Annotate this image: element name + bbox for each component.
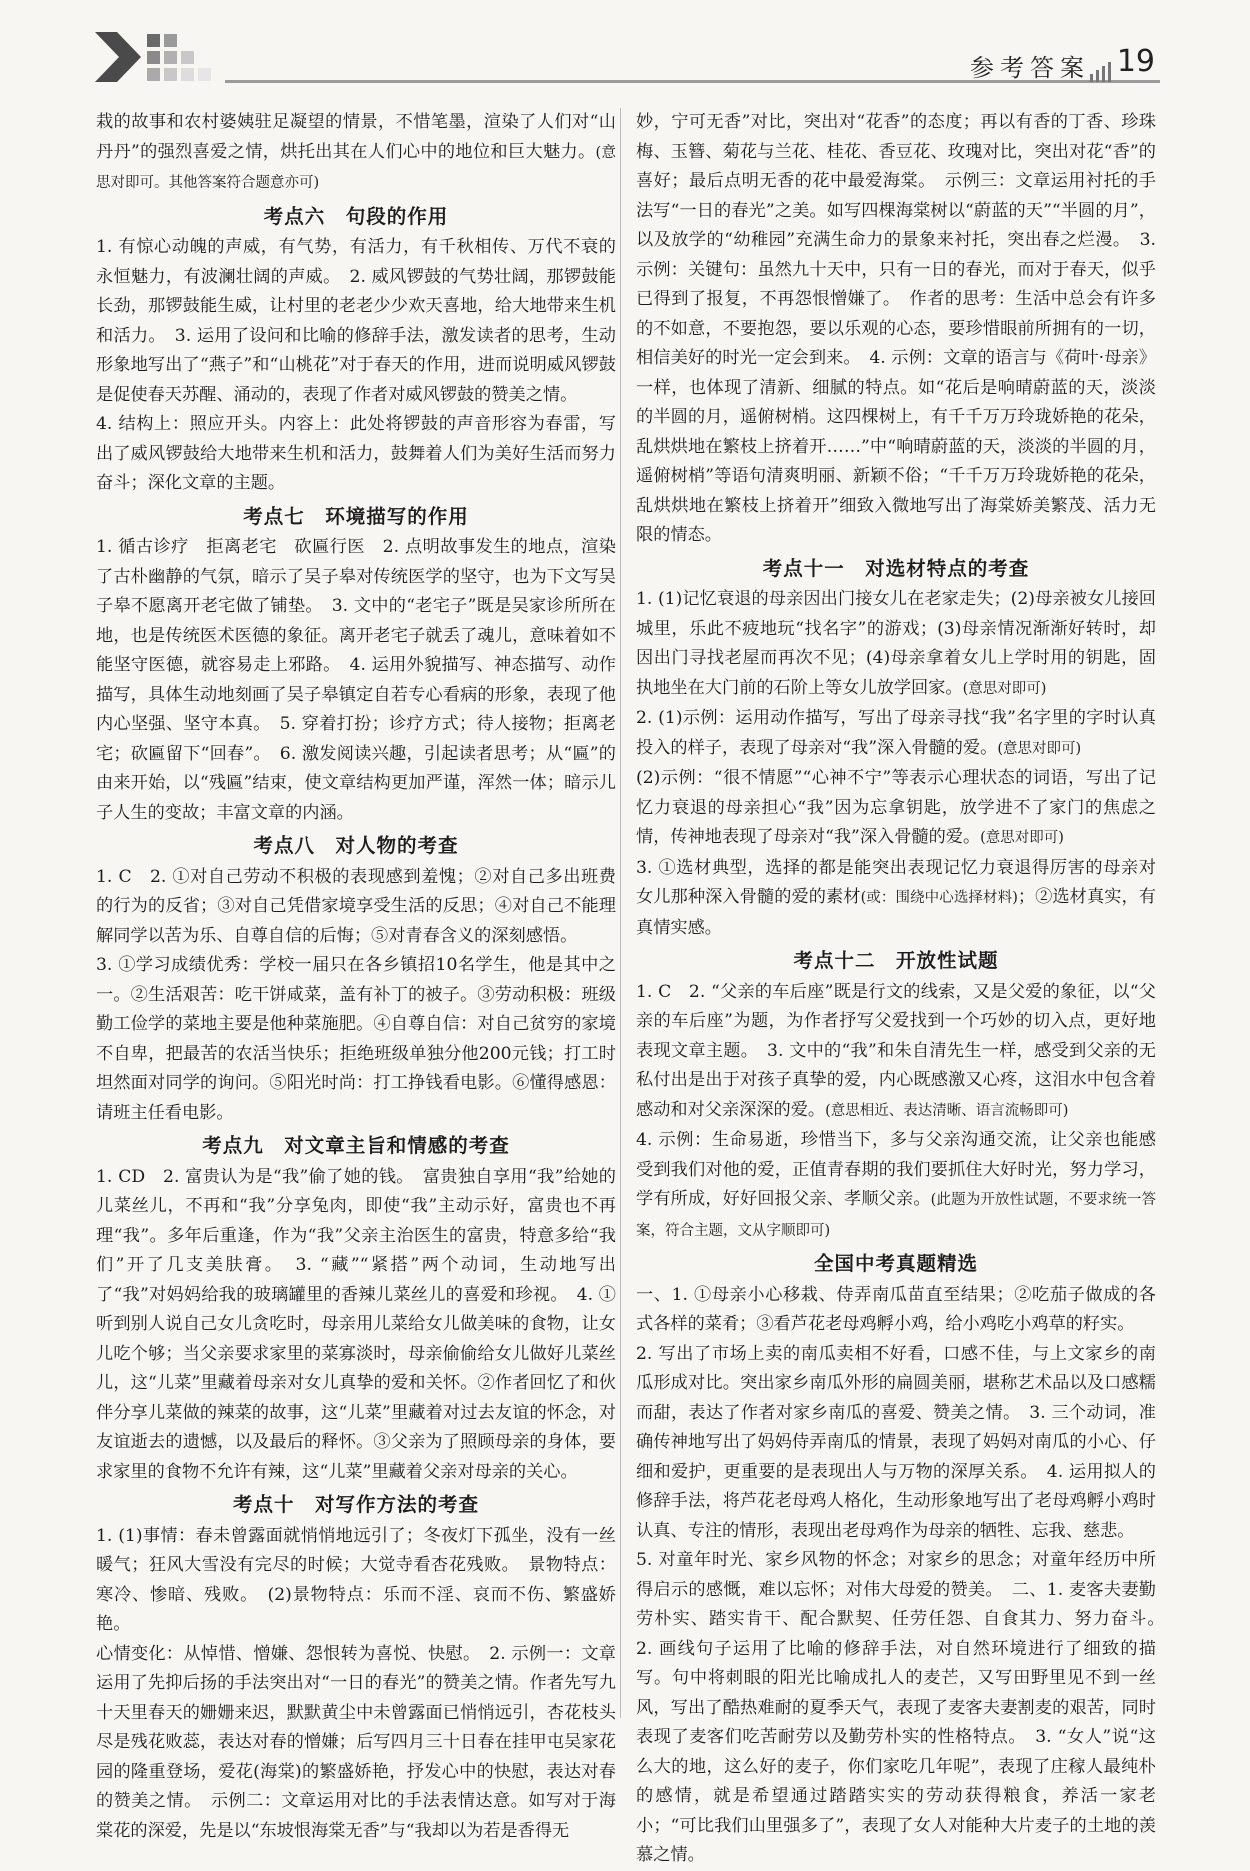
- header-title: 参考答案: [970, 54, 1090, 82]
- paragraph: 4. 结构上：照应开头。内容上：此处将锣鼓的声音形容为春雷，写出了威风锣鼓给大地带来生机和活力，鼓舞着人们为美好生活而努力奋斗；深化文章的主题。: [96, 414, 616, 493]
- column-divider: [620, 108, 621, 1718]
- note: (意思对即可): [997, 740, 1082, 757]
- page-header: [0, 0, 1250, 95]
- paragraph: 1. (1)事情：春未曾露面就悄悄地远引了；冬夜灯下孤坐，没有一丝暖气；狂风大雪没有完尽的时候；大觉寺看杏花残败。 景物特点：寒冷、惨暗、残败。 (2)景物特点：乐而不淫、哀而不伤、繁盛娇艳。: [96, 1525, 616, 1634]
- left-column: [96, 108, 616, 1846]
- section-heading-national: 全国中考真题精选: [813, 1252, 978, 1275]
- section-heading-11: 考点十一 对选材特点的考查: [762, 556, 1030, 580]
- section-heading-10: 考点十 对写作方法的考查: [232, 1493, 479, 1516]
- paragraph: 3. ①学习成绩优秀：学校一届只在各乡镇招10名学生，他是其中之一。②生活艰苦：吃干饼咸菜，盖有补丁的被子。③劳动积极：班级勤工俭学的菜地主要是他种菜施肥。④自尊自信：对自己贫穷的家境不自卑，把最苦的农活当快乐；拒绝班级单独分他200元钱；打工时坦然面对同学的询问。⑤阳光时尚：打工挣钱看电影。⑥懂得感恩：请班主任看电影。: [96, 955, 616, 1123]
- note: (意思相近、表达清晰、语言流畅即可): [825, 1102, 1069, 1119]
- note: (意思对即可): [962, 680, 1047, 697]
- paragraph: 1. C 2. ①对自己劳动不积极的表现感到羞愧；②对自己多出班费的行为的反省；③对自己凭借家境享受生活的反思；④对自己不能理解同学以苦为乐、自尊自信的后悔；⑤对青春含义的深刻感悟。: [96, 866, 616, 946]
- section-heading-7: 考点七 环境描写的作用: [243, 504, 469, 528]
- paragraph: 2. 写出了市场上卖的南瓜卖相不好看，口感不佳，与上文家乡的南瓜形成对比。突出家乡南瓜外形的扁圆美丽，堪称艺术品以及口感糯而甜，表达了作者对家乡南瓜的喜爱、赞美之情。 3. 三个动词，准确传神地写出了妈妈侍弄南瓜的情景，表现了妈妈对南瓜的小心、仔细和爱护，更重要的是表现出人与万物的深厚关系。 4. 运用拟人的修辞手法，将芦花老母鸡人格化，生动形象地写出了老母鸡孵小鸡时认真、专注的情形，表现出老母鸡作为母亲的牺牲、忘我、慈悲。: [636, 1343, 1156, 1541]
- paragraph: 心情变化：从悼惜、憎嫌、怨恨转为喜悦、快慰。 2. 示例一：文章运用了先抑后扬的手法突出对“一日的春光”的赞美之情。作者先写九十天里春天的姗姗来迟，默默黄尘中未曾露面已悄悄远引，杏花枝头尽是残花败蕊，表达对春的憎嫌；后写四月三十日春在挂甲屯吴家花园的隆重登场，爱花(海棠)的繁盛娇艳，抒发心中的快慰，表达对春的赞美之情。 示例二：文章运用对比的手法表情达意。如写对于海棠花的深爱，先是以“东坡恨海棠无香”与“我却以为若是香得无: [96, 1643, 616, 1841]
- section-heading-12: 考点十二 开放性试题: [793, 949, 999, 972]
- bar-decoration-icon: [1090, 60, 1112, 82]
- paragraph: 2. (1)示例：运用动作描写，写出了母亲寻找“我”名字里的字时认真投入的样子，表现了母亲对“我”深入骨髓的爱。(意思对即可): [636, 708, 1156, 758]
- paragraph: (2)示例：“很不情愿”“心神不宁”等表示心理状态的词语，写出了记忆力衰退的母亲担心“我”因为忘拿钥匙，放学进不了家门的焦虑之情，传神地表现了母亲对“我”深入骨髓的爱。(意思对即可): [636, 768, 1156, 847]
- paragraph: 4. 示例：生命易逝，珍惜当下，多与父亲沟通交流，让父亲也能感受到我们对他的爱，正值青春期的我们要抓住大好时光，努力学习，学有所成，好好回报父亲、孝顺父亲。(此题为开放性试题，不要求统一答案，符合主题，文从字顺即可): [636, 1130, 1156, 1239]
- paragraph: 1. C 2. “父亲的车后座”既是行文的线索，又是父爱的象征，以“父亲的车后座”为题，为作者抒写父爱找到一个巧妙的切入点，更好地表现文章主题。 3. 文中的“我”和朱自清先生一样，感受到父亲的无私付出是出于对孩子真挚的爱，内心既感激又心疼，这泪水中包含着感动和对父亲深深的爱。(意思相近、表达清晰、语言流畅即可): [636, 981, 1156, 1120]
- section-heading-6: 考点六 句段的作用: [263, 204, 449, 228]
- paragraph: 5. 对童年时光、家乡风物的怀念；对家乡的思念；对童年经历中所得启示的感慨，难以忘怀；对伟大母爱的赞美。 二、1. 麦客夫妻勤劳朴实、踏实肯干、配合默契、任劳任怨、自食其力、努力奋斗。 2. 画线句子运用了比喻的修辞手法，对自然环境进行了细致的描写。句中将刺眼的阳光比喻成扎人的麦芒，又写田野里见不到一丝风，写出了酷热难耐的夏季天气，表现了麦客夫妻割麦的艰苦，同时表现了麦客们吃苦耐劳以及勤劳朴实的性格特点。 3. “女人”说“这么大的地，这么好的麦子，你们家吃几年呢”，表现了庄稼人最纯朴的感情，就是希望通过踏踏实实的劳动获得粮食，养活一家老小；“可比我们山里强多了”，表现了女人对能种大片麦子的土地的羡慕之情。: [636, 1550, 1174, 1865]
- paragraph: 1. CD 2. 富贵认为是“我”偷了她的钱。 富贵独自享用“我”给她的儿菜丝儿，不再和“我”分享兔肉，即使“我”主动示好，富贵也不再理“我”。多年后重逢，作为“我”父亲主治医生的富贵，特意多给“我们”开了几支美肤膏。 3. “藏”“紧搭”两个动词，生动地写出了“我”对妈妈给我的玻璃罐里的香辣儿菜丝儿的喜爱和珍视。 4. ①听到别人说自己女儿贪吃时，母亲用儿菜给女儿做美味的食物，让女儿吃个够；当父亲要求家里的菜寡淡时，母亲偷偷给女儿做好儿菜丝儿，这“儿菜”里藏着母亲对女儿真挚的爱和关怀。②作者回忆了和伙伴分享儿菜做的辣菜的故事，这“儿菜”里藏着对过去友谊的怀念，对友谊逝去的遗憾，以及最后的释怀。③父亲为了照顾母亲的身体，要求家里的食物不允许有辣，这“儿菜”里藏着父亲对母亲的关心。: [96, 1166, 616, 1482]
- paragraph: 1. 有惊心动魄的声威，有气势，有活力，有千秋相传、万代不衰的永恒魅力，有波澜壮阔的声威。 2. 威风锣鼓的气势壮阔，那锣鼓能长劲，那锣鼓能生威，让村里的老老少少欢天喜地，给大地带来生机和活力。 3. 运用了设问和比喻的修辞手法，激发读者的思考，生动形象地写出了“燕子”和“山桃花”对于春天的作用，进而说明威风锣鼓是促使春天苏醒、涌动的，表现了作者对威风锣鼓的赞美之情。: [96, 237, 616, 405]
- page-number: 19: [1116, 44, 1155, 79]
- paragraph: 3. ①选材典型，选择的都是能突出表现记忆力衰退得厉害的母亲对女儿那种深入骨髓的爱的素材(或：围绕中心选择材料)；②选材真实，有真情实感。: [636, 857, 1156, 938]
- section-heading-8: 考点八 对人物的考查: [253, 834, 459, 857]
- note: (或：围绕中心选择材料): [860, 890, 1018, 906]
- logo-arrow-icon: [95, 30, 215, 85]
- paragraph: 妙，宁可无香”对比，突出对“花香”的态度；再以有香的丁香、珍珠梅、玉簪、菊花与兰花、桂花、香豆花、玫瑰对比，突出对花“香”的喜好；最后点明无香的花中最爱海棠。 示例三：文章运用衬托的手法写“一日的春光”之美。如写四棵海棠树以“蔚蓝的天”“半圆的月”，以及放学的“幼稚园”充满生命力的景象来衬托，突出春之烂漫。 3. 示例：关键句：虽然九十天中，只有一日的春光，而对于春天，似乎已得到了报复，不再怨恨憎嫌了。 作者的思考：生活中总会有许多的不如意，不要抱怨，要以乐观的心态，要珍惜眼前所拥有的一切，相信美好的时光一定会到来。 4. 示例：文章的语言与《荷叶·母亲》一样，也体现了清新、细腻的特点。如“花后是响晴蔚蓝的天，淡淡的半圆的月，遥俯树梢。这四棵树上，有千千万万玲珑娇艳的花朵，乱烘烘地在繁枝上挤着开……”中“响晴蔚蓝的天，淡淡的半圆的月，遥俯树梢”等语句清爽明丽、新颖不俗；“千千万万玲珑娇艳的花朵，乱烘烘地在繁枝上挤着开”细致入微地写出了海棠娇美繁茂、活力无限的情态。: [636, 112, 1156, 545]
- note: (意思对即可。其他答案符合题意亦可): [96, 144, 616, 191]
- note: (此题为开放性试题，不要求统一答案，符合主题，文从字顺即可): [636, 1192, 1156, 1239]
- paragraph: 1. (1)记忆衰退的母亲因出门接女儿在老家走失；(2)母亲被女儿接回城里，乐此不疲地玩“找名字”的游戏；(3)母亲情况渐渐好转时，却因出门寻找老屋而再次不见；(4)母亲拿着女儿上学时用的钥匙，固执地坐在大门前的石阶上等女儿放学回家。(意思对即可): [636, 589, 1156, 698]
- paragraph: 1. 循古诊疗 拒离老宅 砍匾行医 2. 点明故事发生的地点，渲染了古朴幽静的气氛，暗示了吴子皋对传统医学的坚守，也为下文写吴子皋不愿离开老宅做了铺垫。 3. 文中的“老宅子”既是吴家诊所所在地，也是传统医术医德的象征。离开老宅子就丢了魂儿，意味着如不能坚守医德，就容易走上邪路。 4. 运用外貌描写、神态描写、动作描写，具体生动地刻画了吴子皋镇定自若专心看病的形象，表现了他内心坚强、坚守本真。 5. 穿着打扮；诊疗方式；待人接物；拒离老宅；砍匾留下“回春”。 6. 激发阅读兴趣，引起读者思考；从“匾”的由来开始，以“残匾”结束，使文章结构更加严谨，浑然一体；暗示儿子人生的变故；丰富文章的内涵。: [96, 537, 616, 823]
- right-column: [636, 108, 1174, 1871]
- paragraph: 栽的故事和农村婆姨驻足凝望的情景，不惜笔墨，渲染了人们对“山丹丹”的强烈喜爱之情，烘托出其在人们心中的地位和巨大魅力。(意思对即可。其他答案符合题意亦可): [96, 112, 616, 191]
- paragraph: 一、1. ①母亲小心移栽、侍弄南瓜苗直至结果；②吃茄子做成的各式各样的菜肴；③看芦花老母鸡孵小鸡，给小鸡吃小鸡草的籽实。: [636, 1284, 1156, 1334]
- note: (意思对即可): [980, 830, 1064, 846]
- section-heading-9: 考点九 对文章主旨和情感的考查: [202, 1134, 510, 1157]
